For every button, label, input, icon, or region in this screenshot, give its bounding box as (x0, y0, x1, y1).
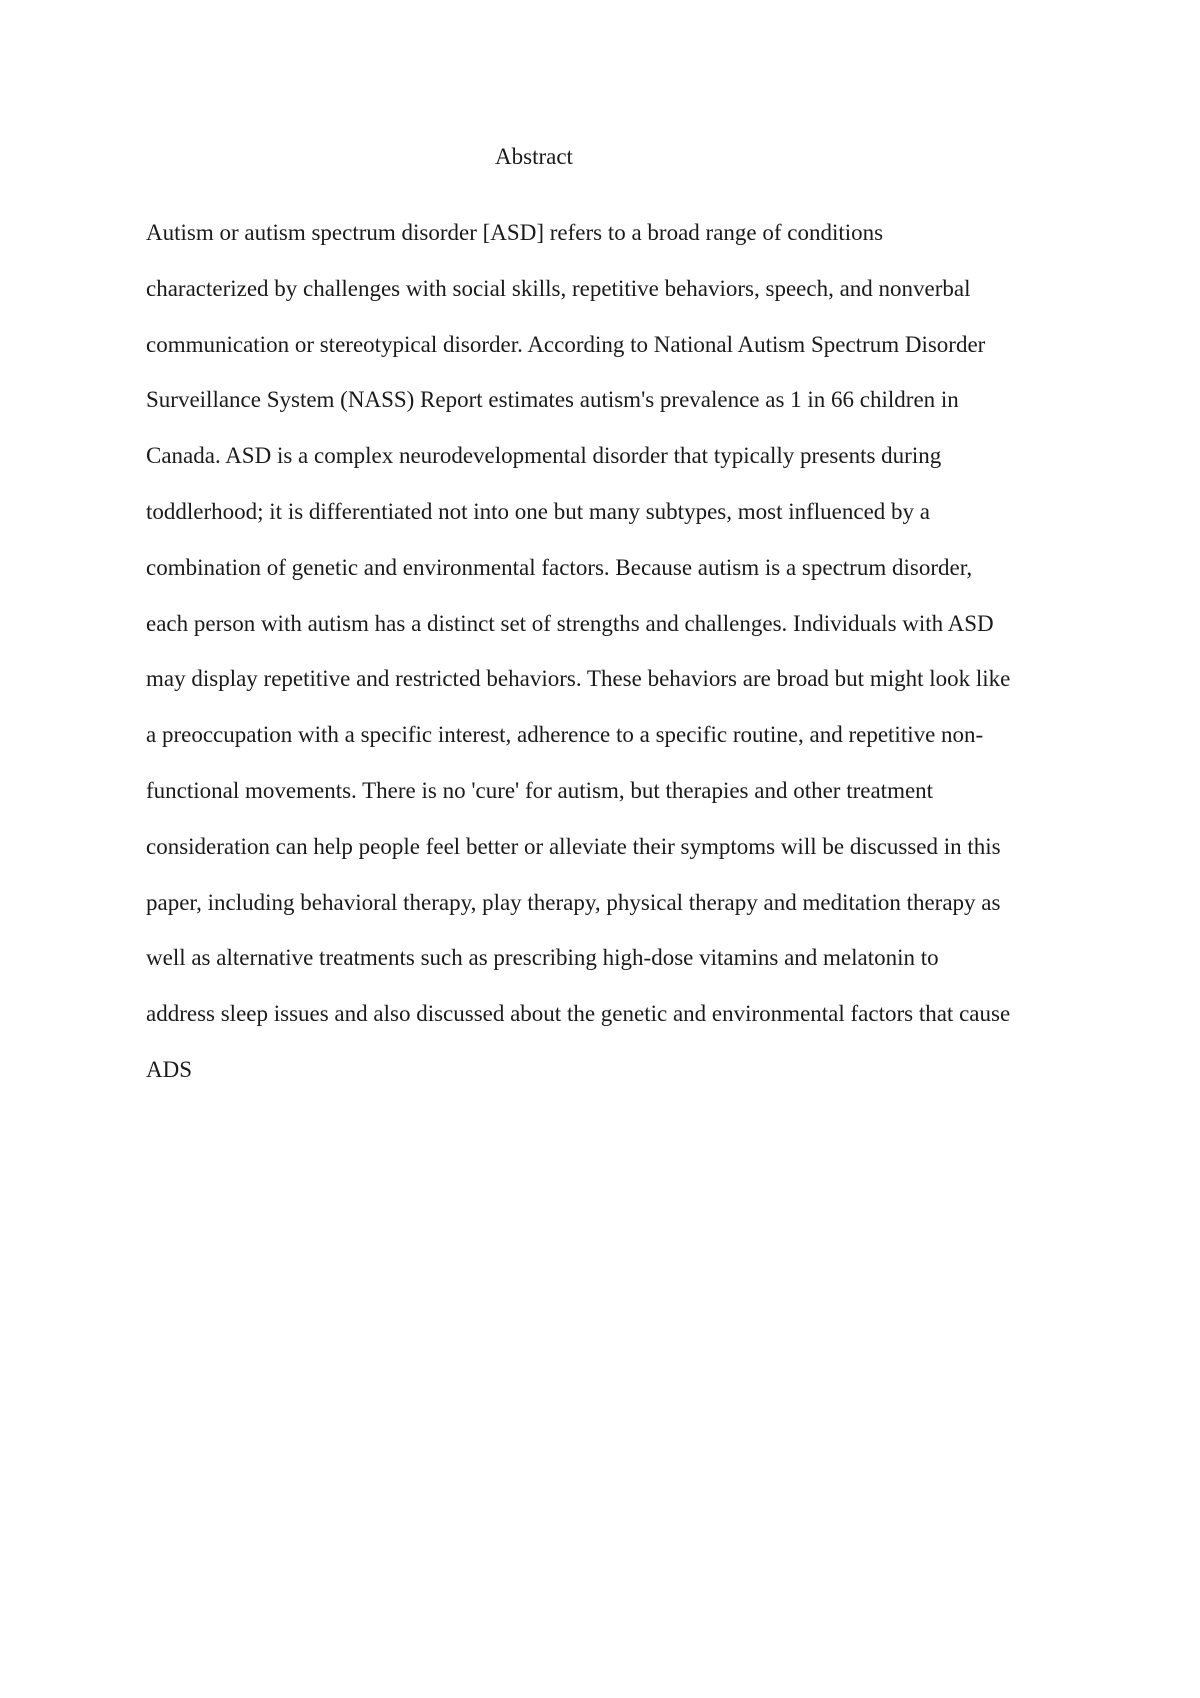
abstract-line: paper, including behavioral therapy, play therapy, physical therapy and meditation therapy as (146, 889, 1001, 915)
abstract-line: communication or stereotypical disorder. According to National Autism Spectrum Disorder (146, 331, 986, 357)
abstract-line: Surveillance System (NASS) Report estimates autism's prevalence as 1 in 66 children in (146, 387, 959, 413)
abstract-line: combination of genetic and environmental factors. Because autism is a spectrum disorder, (146, 554, 973, 580)
abstract-line: characterized by challenges with social skills, repetitive behaviors, speech, and nonverbal (146, 275, 971, 301)
abstract-line: toddlerhood; it is differentiated not into one but many subtypes, most influenced by a (146, 498, 930, 524)
abstract-heading: Abstract (495, 144, 573, 169)
abstract-line: may display repetitive and restricted behaviors. These behaviors are broad but might look like (146, 666, 1011, 692)
abstract-line: address sleep issues and also discussed about the genetic and environmental factors that cause (146, 1001, 1011, 1027)
abstract-line: Canada. ASD is a complex neurodevelopmental disorder that typically presents during (146, 443, 942, 469)
abstract-line: consideration can help people feel better or alleviate their symptoms will be discussed in this (146, 833, 1001, 859)
abstract-line: ADS (146, 1056, 193, 1082)
abstract-line: well as alternative treatments such as prescribing high-dose vitamins and melatonin to (146, 945, 939, 971)
abstract-line: each person with autism has a distinct set of strengths and challenges. Individuals with ASD (146, 610, 994, 636)
abstract-line: Autism or autism spectrum disorder [ASD] refers to a broad range of conditions (146, 220, 884, 245)
abstract-body (146, 218, 1076, 1111)
abstract-line: a preoccupation with a specific interest, adherence to a specific routine, and repetitive non- (146, 722, 984, 748)
abstract-line: functional movements. There is no 'cure' for autism, but therapies and other treatment (146, 777, 934, 803)
